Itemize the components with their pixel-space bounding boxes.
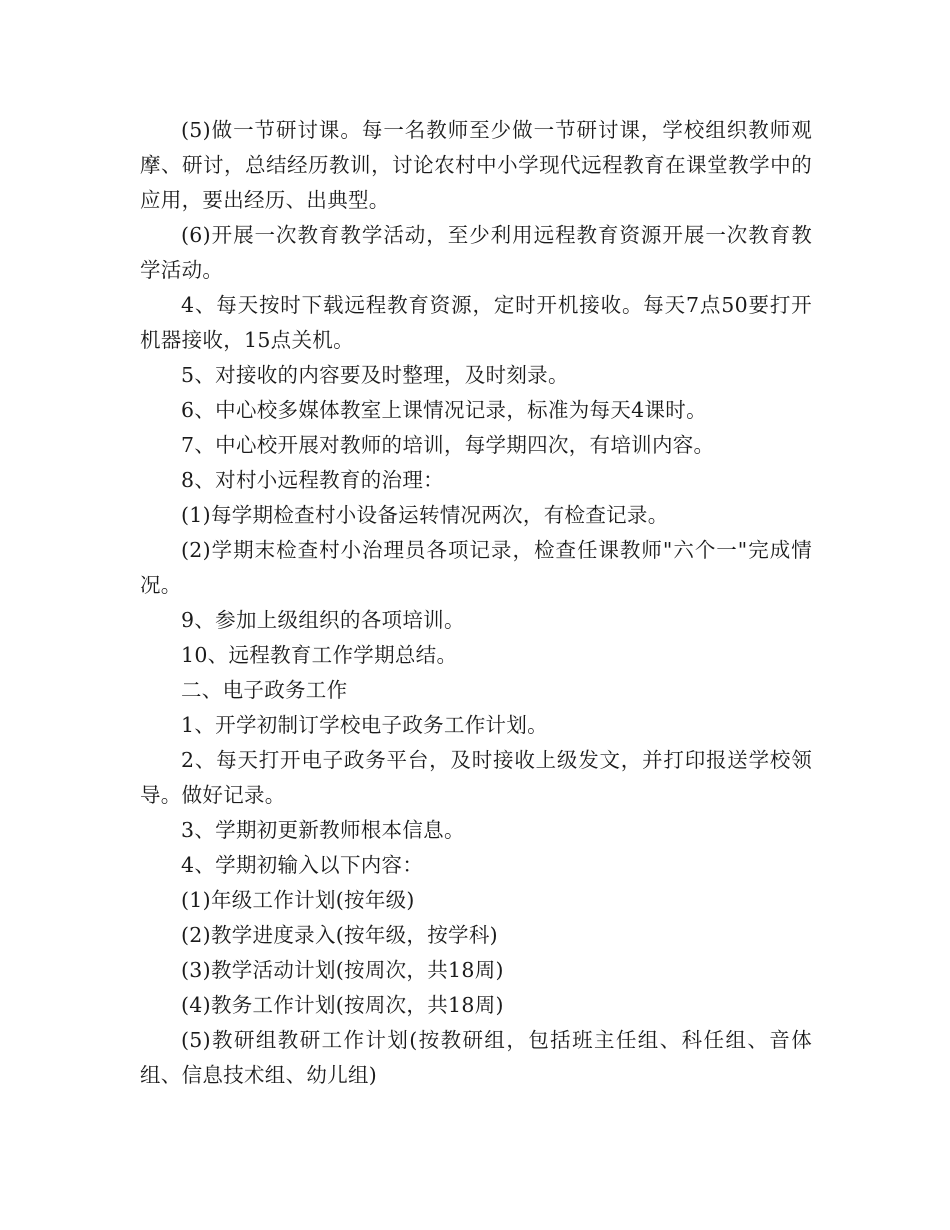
paragraph-teacher-info: 3、学期初更新教师根本信息。 bbox=[181, 818, 465, 842]
paragraph-teaching-activity: (6)开展一次教育教学活动，至少利用远程教育资源开展一次教育教学活动。 bbox=[140, 223, 812, 282]
paragraph-egov-plan: 1、开学初制订学校电子政务工作计划。 bbox=[181, 713, 548, 737]
section-heading-egov: 二、电子政务工作 bbox=[181, 678, 348, 702]
list-item-activity-plan: (3)教学活动计划(按周次，共18周) bbox=[181, 958, 504, 982]
paragraph-multimedia-record: 6、中心校多媒体教室上课情况记录，标准为每天4课时。 bbox=[181, 398, 707, 422]
list-item-research-group-plan: (5)教研组教研工作计划(按教研组，包括班主任组、科任组、音体组、信息技术组、幼儿组) bbox=[140, 1028, 812, 1087]
paragraph-equipment-check: (1)每学期检查村小设备运转情况两次，有检查记录。 bbox=[181, 503, 669, 527]
list-item-grade-plan: (1)年级工作计划(按年级) bbox=[181, 888, 415, 912]
list-item-academic-plan: (4)教务工作计划(按周次，共18周) bbox=[181, 993, 504, 1017]
paragraph-village-management: 8、对村小远程教育的治理： bbox=[181, 468, 444, 492]
list-item-progress-entry: (2)教学进度录入(按年级，按学科) bbox=[181, 923, 498, 947]
paragraph-input-content: 4、学期初输入以下内容： bbox=[181, 853, 424, 877]
paragraph-teacher-training: 7、中心校开展对教师的培训，每学期四次，有培训内容。 bbox=[181, 433, 715, 457]
paragraph-term-summary: 10、远程教育工作学期总结。 bbox=[181, 643, 458, 667]
paragraph-daily-download: 4、每天按时下载远程教育资源，定时开机接收。每天7点50要打开机器接收，15点关机。 bbox=[140, 293, 812, 352]
paragraph-egov-platform: 2、每天打开电子政务平台，及时接收上级发文，并打印报送学校领导。做好记录。 bbox=[140, 748, 812, 807]
paragraph-research-lesson: (5)做一节研讨课。每一名教师至少做一节研讨课，学校组织教师观摩、研讨，总结经历教训，讨论农村中小学现代远程教育在课堂教学中的应用，要出经历、出典型。 bbox=[140, 118, 812, 212]
paragraph-attend-training: 9、参加上级组织的各项培训。 bbox=[181, 608, 465, 632]
paragraph-organize-content: 5、对接收的内容要及时整理，及时刻录。 bbox=[181, 363, 569, 387]
document-page bbox=[140, 113, 812, 1093]
paragraph-term-end-check: (2)学期末检查村小治理员各项记录，检查任课教师"六个一"完成情况。 bbox=[140, 538, 812, 597]
